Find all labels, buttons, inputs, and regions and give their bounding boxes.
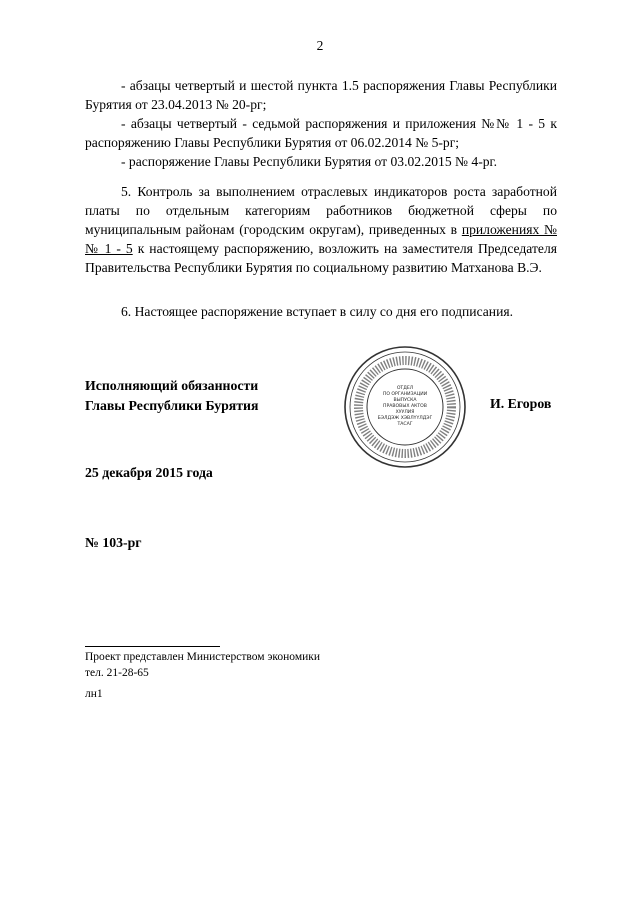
svg-text:ТАСАГ: ТАСАГ [397, 422, 413, 427]
paragraph-5-text-start: 5. Контроль за выполнением отраслевых индикаторов роста заработной платы по отдельным категориям работников бюджетной сферы по муниципальным районам (городским округам), приведенных в [85, 184, 557, 237]
paragraph-5 [85, 182, 557, 277]
footnote [85, 649, 320, 681]
list-item: - абзацы четвертый - седьмой распоряжения и приложения №№ 1 - 5 к распоряжению Главы Республики Бурятия от 06.02.2014 № 5-рг; [85, 116, 557, 150]
repealed-acts-list [85, 76, 557, 171]
appendix-link[interactable]: приложениях №№ 1 - 5 [85, 222, 557, 256]
paragraph-6 [85, 302, 557, 321]
paragraph-6-text: 6. Настоящее распоряжение вступает в силу со дня его подписания. [121, 304, 514, 319]
svg-text:ВЫПУСКА: ВЫПУСКА [393, 398, 417, 403]
signatory-name: И. Егоров [490, 396, 552, 411]
footnote-divider [85, 646, 220, 647]
list-item: - распоряжение Главы Республики Бурятия от 03.02.2015 № 4-рг. [121, 154, 497, 169]
list-item: - абзацы четвертый и шестой пункта 1.5 распоряжения Главы Республики Бурятия от 23.04.2013 № 20-рг; [85, 78, 557, 112]
svg-text:ОТДЕЛ: ОТДЕЛ [396, 386, 414, 391]
svg-text:БЭЛДЭЖ ХЭВЛҮҮЛДЭГ: БЭЛДЭЖ ХЭВЛҮҮЛДЭГ [377, 416, 433, 421]
official-seal-icon [343, 345, 467, 469]
signatory-title-line-1: Исполняющий обязанности [85, 378, 259, 393]
svg-text:ПРАВОВЫХ АКТОВ: ПРАВОВЫХ АКТОВ [383, 404, 427, 409]
signatory-title-line-2: Главы Республики Бурятия [85, 398, 259, 413]
document-number: № 103-рг [85, 535, 142, 550]
paragraph-5-text-end: к настоящему распоряжению, возложить на заместителя Председателя Правительства Республики Бурятия по социальному развитию Матханова В.Э. [85, 241, 557, 275]
svg-text:ХУУЛИЯ: ХУУЛИЯ [395, 410, 415, 415]
footnote-line-2: тел. 21-28-65 [85, 667, 149, 679]
page-number: 2 [316, 38, 324, 53]
executor-initials: лн1 [85, 688, 103, 700]
document-date: 25 декабря 2015 года [85, 465, 213, 480]
signatory-title [85, 376, 258, 416]
footnote-line-1: Проект представлен Министерством экономики [85, 651, 321, 663]
svg-text:ПО ОРГАНИЗАЦИИ: ПО ОРГАНИЗАЦИИ [382, 392, 428, 397]
